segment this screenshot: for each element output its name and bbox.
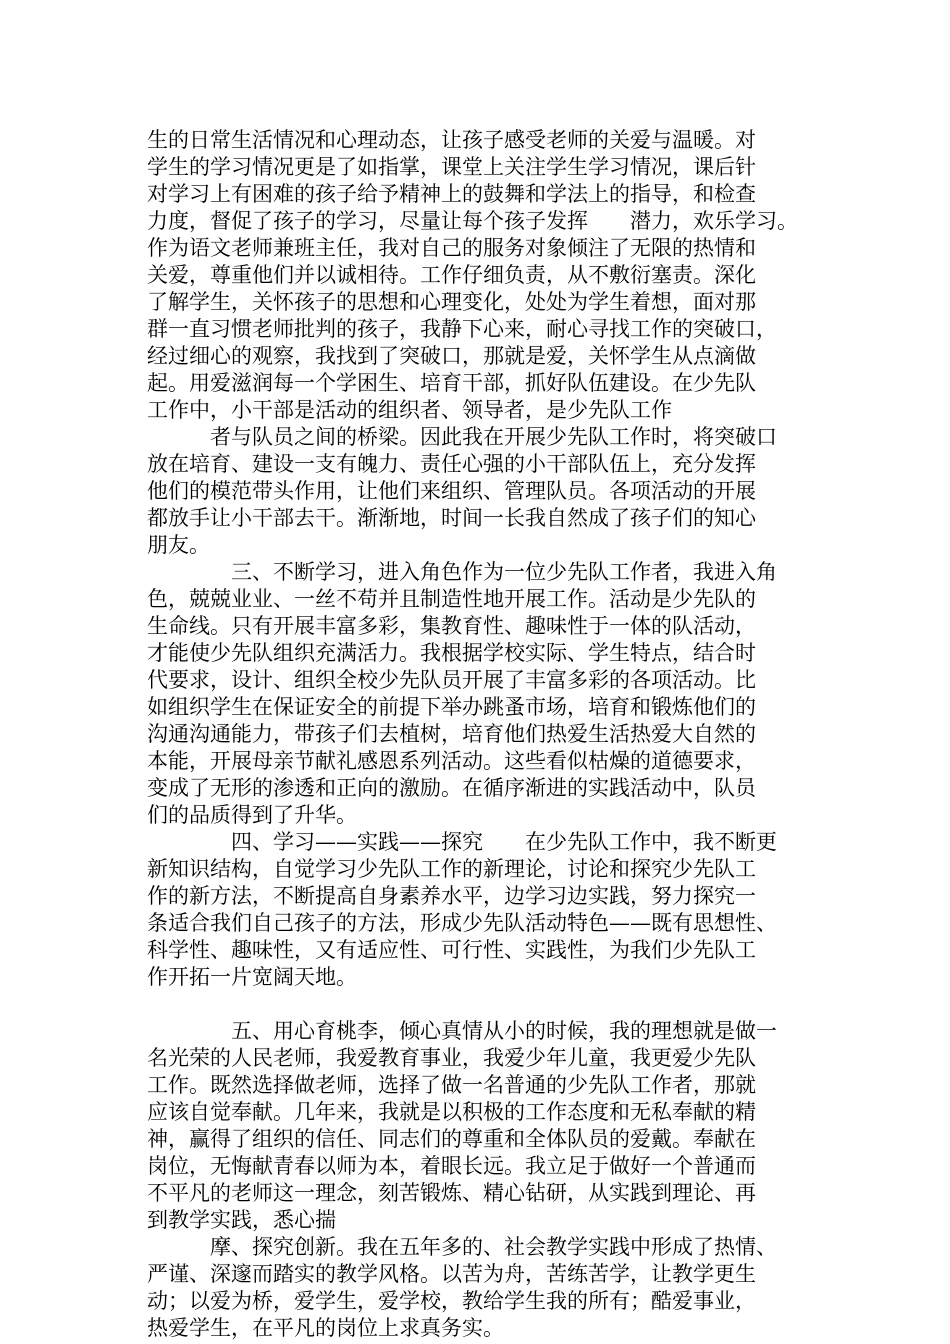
text-line: 变成了无形的渗透和正向的激励。在循序渐进的实践活动中，队员 xyxy=(147,776,756,800)
text-line: 本能，开展母亲节献礼感恩系列活动。这些看似枯燥的道德要求， xyxy=(147,749,756,773)
text-line: 摩、探究创新。我在五年多的、社会教学实践中形成了热情、 xyxy=(147,1235,777,1259)
text-line: 者与队员之间的桥梁。因此我在开展少先队工作时，将突破口 xyxy=(147,425,777,449)
text-line: 应该自觉奉献。几年来，我就是以积极的工作态度和无私奉献的精 xyxy=(147,1100,756,1124)
text-line: 工作。既然选择做老师，选择了做一名普通的少先队工作者，那就 xyxy=(147,1073,756,1097)
text-line: 四、学习——实践——探究 在少先队工作中，我不断更 xyxy=(147,830,777,854)
text-line: 科学性、趣味性，又有适应性、可行性、实践性，为我们少先队工 xyxy=(147,938,756,962)
text-line: 了解学生，关怀孩子的思想和心理变化，处处为学生着想，面对那 xyxy=(147,290,756,314)
text-line: 沟通沟通能力，带孩子们去植树，培育他们热爱生活热爱大自然的 xyxy=(147,722,756,746)
text-line: 神，赢得了组织的信任、同志们的尊重和全体队员的爱戴。奉献在 xyxy=(147,1127,756,1151)
text-line: 五、用心育桃李，倾心真情从小的时候，我的理想就是做一 xyxy=(147,1019,777,1043)
text-line: 作的新方法，不断提高自身素养水平，边学习边实践，努力探究一 xyxy=(147,884,756,908)
text-line: 作开拓一片宽阔天地。 xyxy=(147,965,357,989)
text-line: 群一直习惯老师批判的孩子，我静下心来，耐心寻找工作的突破口， xyxy=(147,317,777,341)
text-line: 经过细心的观察，我找到了突破口，那就是爱，关怀学生从点滴做 xyxy=(147,344,756,368)
text-line: 生命线。只有开展丰富多彩，集教育性、趣味性于一体的队活动， xyxy=(147,614,756,638)
text-line: 学生的学习情况更是了如指掌，课堂上关注学生学习情况，课后针 xyxy=(147,155,756,179)
text-line xyxy=(147,991,847,1018)
text-line: 色，兢兢业业、一丝不苟并且制造性地开展工作。活动是少先队的 xyxy=(147,587,756,611)
text-line: 到教学实践，悉心揣 xyxy=(147,1208,336,1232)
text-line: 工作中，小干部是活动的组织者、领导者，是少先队工作 xyxy=(147,398,672,422)
text-line: 放在培育、建设一支有魄力、责任心强的小干部队伍上，充分发挥 xyxy=(147,452,756,476)
text-line: 严谨、深邃而踏实的教学风格。以苦为舟，苦练苦学，让教学更生 xyxy=(147,1262,756,1286)
text-line: 三、不断学习，进入角色作为一位少先队工作者，我进入角 xyxy=(147,560,777,584)
text-line: 不平凡的老师这一理念，刻苦锻炼、精心钻研，从实践到理论、再 xyxy=(147,1181,756,1205)
text-line: 生的日常生活情况和心理动态，让孩子感受老师的关爱与温暖。对 xyxy=(147,128,756,152)
text-line: 都放手让小干部去干。渐渐地，时间一长我自然成了孩子们的知心 xyxy=(147,506,756,530)
text-line: 条适合我们自己孩子的方法，形成少先队活动特色——既有思想性、 xyxy=(147,911,777,935)
text-line: 新知识结构，自觉学习少先队工作的新理论，讨论和探究少先队工 xyxy=(147,857,756,881)
text-line: 如组织学生在保证安全的前提下举办跳蚤市场，培育和锻炼他们的 xyxy=(147,695,756,719)
text-line: 作为语文老师兼班主任，我对自己的服务对象倾注了无限的热情和 xyxy=(147,236,756,260)
text-line: 热爱学生，在平凡的岗位上求真务实。 xyxy=(147,1316,504,1340)
text-line: 力度，督促了孩子的学习，尽量让每个孩子发挥 潜力，欢乐学习。 xyxy=(147,209,798,233)
text-line: 才能使少先队组织充满活力。我根据学校实际、学生特点，结合时 xyxy=(147,641,756,665)
text-line: 朋友。 xyxy=(147,533,210,557)
text-line: 起。用爱滋润每一个学困生、培育干部，抓好队伍建设。在少先队 xyxy=(147,371,756,395)
text-line: 对学习上有困难的孩子给予精神上的鼓舞和学法上的指导，和检查 xyxy=(147,182,756,206)
text-line: 名光荣的人民老师，我爱教育事业，我爱少年儿童，我更爱少先队 xyxy=(147,1046,756,1070)
text-line: 岗位，无悔献青春以师为本，着眼长远。我立足于做好一个普通而 xyxy=(147,1154,756,1178)
text-line: 关爱，尊重他们并以诚相待。工作仔细负责，从不敷衍塞责。深化 xyxy=(147,263,756,287)
text-line: 他们的模范带头作用，让他们来组织、管理队员。各项活动的开展 xyxy=(147,479,756,503)
document-body xyxy=(147,127,847,1342)
text-line: 动；以爱为桥，爱学生，爱学校，教给学生我的所有；酷爱事业， xyxy=(147,1289,756,1313)
text-line: 代要求，设计、组织全校少先队员开展了丰富多彩的各项活动。比 xyxy=(147,668,756,692)
text-line: 们的品质得到了升华。 xyxy=(147,803,357,827)
